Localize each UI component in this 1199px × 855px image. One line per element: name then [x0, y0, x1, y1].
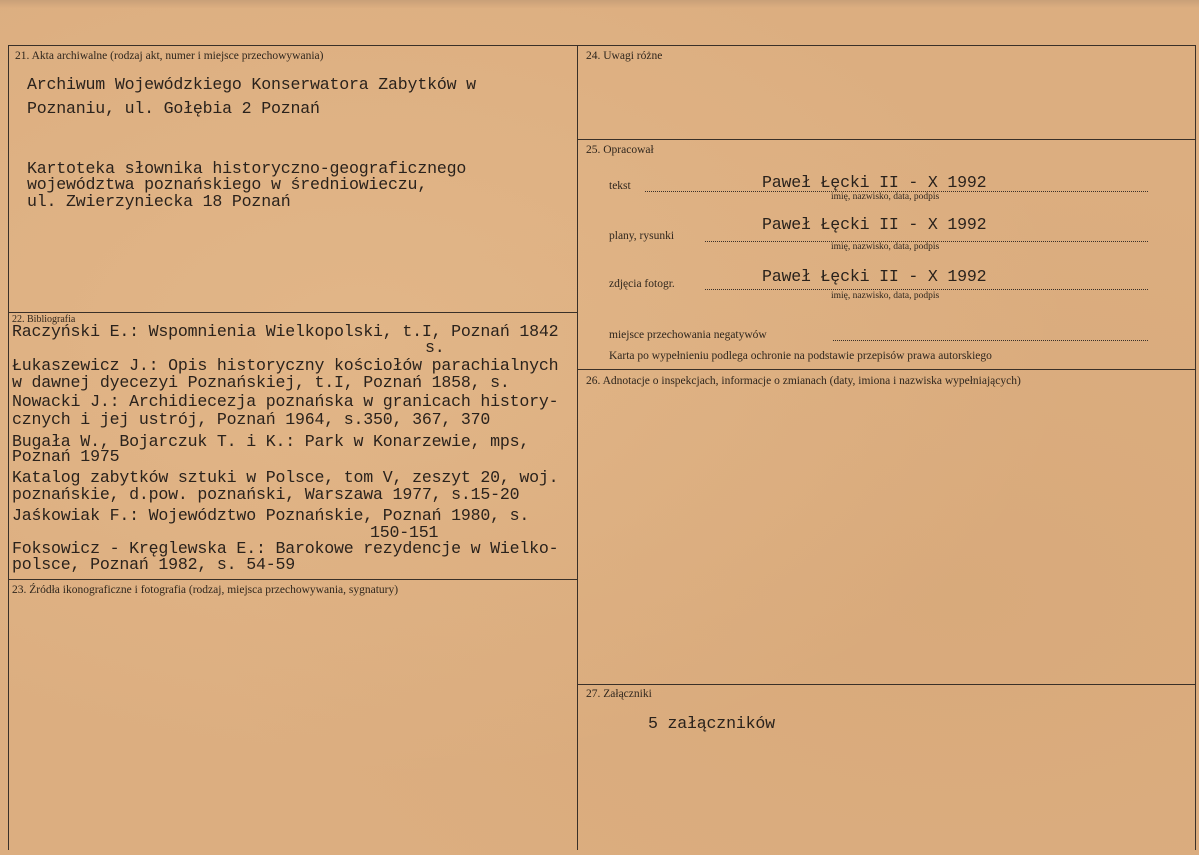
- left-border: [8, 45, 9, 850]
- bibliography-line-3: Łukaszewicz J.: Opis historyczny kościołów parachialnych: [12, 356, 559, 375]
- archive-line-2: Poznaniu, ul. Gołębia 2 Poznań: [27, 99, 320, 118]
- author-plans-caption: imię, nazwisko, data, podpis: [831, 242, 940, 252]
- bibliography-line-11: Jaśkowiak F.: Województwo Poznańskie, Poznań 1980, s.: [12, 506, 530, 525]
- section-26-label: 26. Adnotacje o inspekcjach, informacje o zmianach (daty, imiona i nazwiska wypełniających): [586, 375, 1021, 387]
- bibliography-line-7: Bugała W., Bojarczuk T. i K.: Park w Konarzewie, mps,: [12, 432, 530, 451]
- section-24-label: 24. Uwagi różne: [586, 50, 663, 62]
- divider-24-25: [577, 139, 1196, 140]
- section-22-label: 22. Bibliografia: [12, 314, 76, 325]
- bibliography-line-1: Raczyński E.: Wspomnienia Wielkopolski, t.I, Poznań 1842: [12, 322, 559, 341]
- bibliography-line-6: cznych i jej ustrój, Poznań 1964, s.350, 367, 370: [12, 410, 491, 429]
- copyright-note: Karta po wypełnieniu podlega ochronie na podstawie przepisów prawa autorskiego: [609, 350, 992, 362]
- bibliography-line-14: polsce, Poznań 1982, s. 54-59: [12, 555, 295, 574]
- author-plans-value: Paweł Łęcki II - X 1992: [762, 215, 987, 234]
- divider-26-27: [577, 684, 1196, 685]
- section-27-label: 27. Załączniki: [586, 688, 652, 700]
- divider-21-22: [8, 312, 578, 313]
- author-text-caption: imię, nazwisko, data, podpis: [831, 192, 940, 202]
- negatives-line: [833, 340, 1148, 341]
- author-photos-line: [705, 289, 1148, 290]
- section-21-label: 21. Akta archiwalne (rodzaj akt, numer i miejsce przechowywania): [15, 50, 324, 62]
- bibliography-line-8: Poznań 1975: [12, 447, 120, 466]
- bibliography-line-5: Nowacki J.: Archidiecezja poznańska w granicach history-: [12, 392, 559, 411]
- bibliography-line-12: 150-151: [370, 523, 439, 542]
- archive-line-1: Archiwum Wojewódzkiego Konserwatora Zabytków w: [27, 75, 476, 94]
- author-photos-caption: imię, nazwisko, data, podpis: [831, 291, 940, 301]
- bibliography-line-10: poznańskie, d.pow. poznański, Warszawa 1977, s.15-20: [12, 485, 520, 504]
- author-photos-value: Paweł Łęcki II - X 1992: [762, 267, 987, 286]
- attachments-value: 5 załączników: [648, 714, 775, 733]
- author-text-label: tekst: [609, 180, 631, 192]
- author-photos-label: zdjęcia fotogr.: [609, 278, 675, 290]
- divider-22-23: [8, 579, 578, 580]
- bibliography-line-2: s.: [425, 338, 445, 357]
- center-divider: [577, 45, 578, 850]
- card-top-edge: [0, 0, 1199, 8]
- bibliography-line-13: Foksowicz - Kręglewska E.: Barokowe rezydencje w Wielko-: [12, 539, 559, 558]
- negatives-label: miejsce przechowania negatywów: [609, 329, 767, 341]
- bibliography-line-9: Katalog zabytków sztuki w Polsce, tom V, zeszyt 20, woj.: [12, 468, 559, 487]
- top-border: [8, 45, 1196, 46]
- archive-line-5: ul. Zwierzyniecka 18 Poznań: [27, 192, 291, 211]
- bibliography-line-4: w dawnej dyecezyi Poznańskiej, t.I, Poznań 1858, s.: [12, 373, 510, 392]
- right-border: [1195, 45, 1196, 850]
- section-25-label: 25. Opracował: [586, 144, 654, 156]
- archive-line-3: Kartoteka słownika historyczno-geograficznego: [27, 159, 467, 178]
- archive-line-4: województwa poznańskiego w średniowieczu,: [27, 175, 428, 194]
- section-23-label: 23. Źródła ikonograficzne i fotografia (rodzaj, miejsca przechowywania, sygnatury): [12, 584, 399, 596]
- divider-25-26: [577, 369, 1196, 370]
- author-plans-label: plany, rysunki: [609, 230, 675, 242]
- author-text-value: Paweł Łęcki II - X 1992: [762, 173, 987, 192]
